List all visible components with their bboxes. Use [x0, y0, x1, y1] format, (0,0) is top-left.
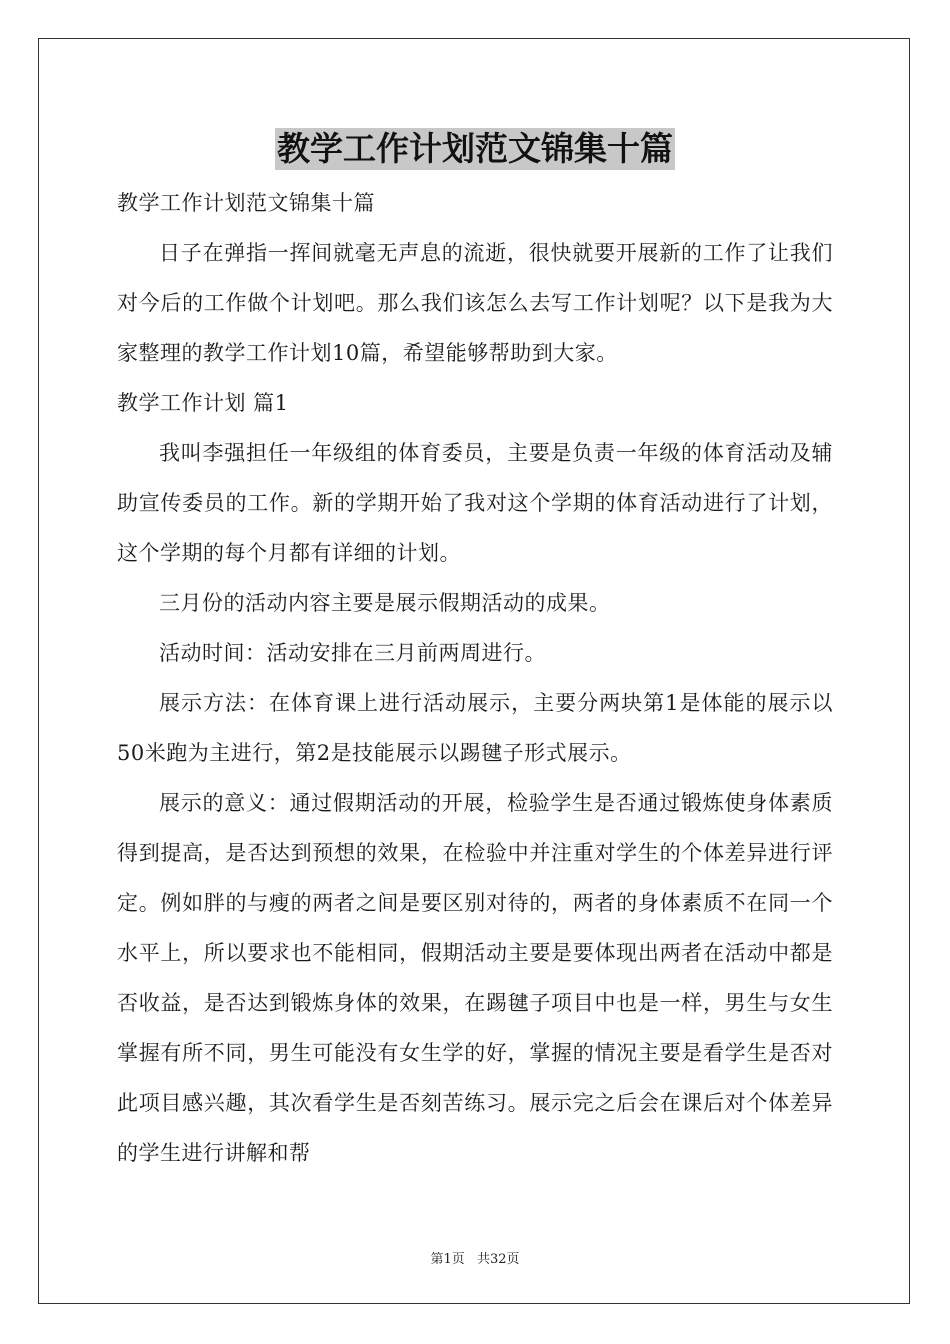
total-pages: 共32页: [476, 1252, 520, 1267]
paragraph: 活动时间：活动安排在三月前两周进行。: [159, 641, 546, 665]
paragraph: 展示方法：在体育课上进行活动展示，主要分两块第1是体能的展示以50米跑为主进行，第2是技能展示以踢毽子形式展示。: [117, 691, 833, 765]
page-number: 第1页: [430, 1252, 465, 1267]
paragraph: 展示的意义：通过假期活动的开展，检验学生是否通过锻炼使身体素质得到提高，是否达到预想的效果，在检验中并注重对学生的个体差异进行评定。例如胖的与瘦的两者之间是要区别对待的，两者的身体素质不在同一个水平上，所以要求也不能相同，假期活动主要是要体现出两者在活动中都是否收益，是否达到锻炼身体的效果，在踢毽子项目中也是一样，男生与女生掌握有所不同，男生可能没有女生学的好，掌握的情况主要是看学生是否对此项目感兴趣，其次看学生是否刻苦练习。展示完之后会在课后对个体差异的学生进行讲解和帮: [117, 791, 833, 1165]
paragraph: 教学工作计划范文锦集十篇: [117, 191, 375, 215]
document-title: 教学工作计划范文锦集十篇: [277, 129, 673, 168]
page-footer: [0, 1248, 950, 1267]
document-body: [117, 178, 833, 1178]
paragraph: 日子在弹指一挥间就毫无声息的流逝，很快就要开展新的工作了让我们对今后的工作做个计划吧。那么我们该怎么去写工作计划呢？以下是我为大家整理的教学工作计划10篇，希望能够帮助到大家。: [117, 241, 833, 365]
paragraph: 我叫李强担任一年级组的体育委员，主要是负责一年级的体育活动及辅助宣传委员的工作。新的学期开始了我对这个学期的体育活动进行了计划，这个学期的每个月都有详细的计划。: [117, 441, 833, 565]
section-heading: 教学工作计划 篇1: [117, 391, 289, 415]
paragraph: 三月份的活动内容主要是展示假期活动的成果。: [159, 591, 611, 615]
title-container: [0, 128, 950, 170]
